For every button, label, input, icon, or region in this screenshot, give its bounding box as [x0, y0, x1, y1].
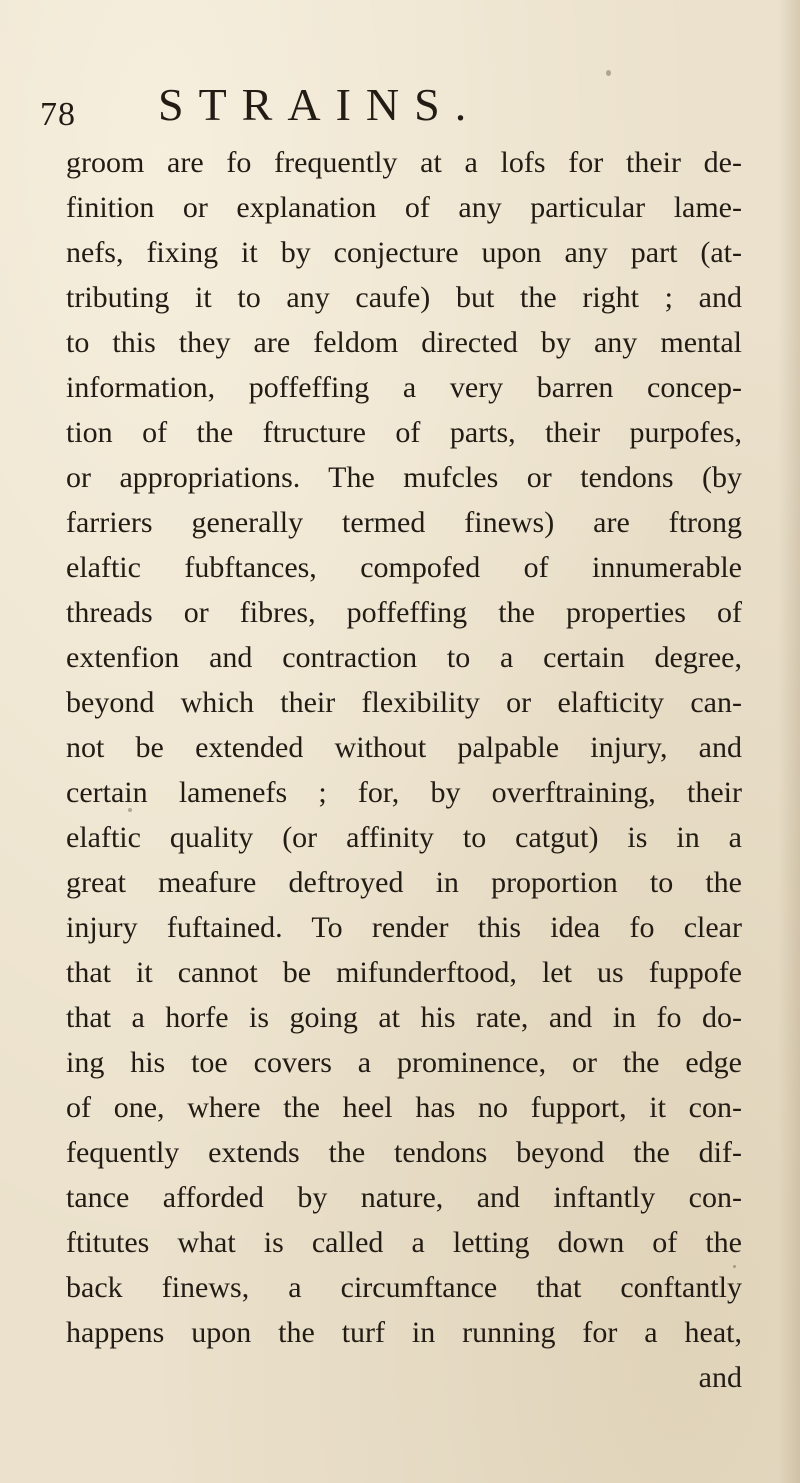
text-line: happens upon the turf in running for a heat, — [66, 1316, 742, 1349]
text-line: finition or explanation of any particular lame- — [66, 191, 742, 224]
text-line: information, poffeffing a very barren concep- — [66, 371, 742, 404]
paper-speck — [733, 1265, 736, 1268]
text-line: farriers generally termed finews) are ftrong — [66, 506, 742, 539]
page-header — [40, 78, 740, 138]
body-paragraph — [66, 140, 742, 1400]
page-number: 78 — [40, 96, 76, 133]
text-line: tion of the ftructure of parts, their purpofes, — [66, 416, 742, 449]
text-line: certain lamenefs ; for, by overftraining, their — [66, 776, 742, 809]
text-line: ftitutes what is called a letting down of the — [66, 1226, 742, 1259]
text-line: to this they are feldom directed by any mental — [66, 326, 742, 359]
text-line: threads or fibres, poffeffing the properties of — [66, 596, 742, 629]
paper-speck — [606, 70, 611, 76]
text-line: injury fuftained. To render this idea fo clear — [66, 911, 742, 944]
catchword: and — [698, 1361, 742, 1394]
text-line: not be extended without palpable injury, and — [66, 731, 742, 764]
text-line: fequently extends the tendons beyond the dif- — [66, 1136, 742, 1169]
text-line: nefs, fixing it by conjecture upon any part (at- — [66, 236, 742, 269]
running-head: STRAINS. — [158, 79, 482, 130]
text-line: elaftic quality (or affinity to catgut) is in a — [66, 821, 742, 854]
paper-speck — [128, 808, 132, 812]
text-line: ing his toe covers a prominence, or the edge — [66, 1046, 742, 1079]
text-line: groom are fo frequently at a lofs for their de- — [66, 146, 742, 179]
text-line: or appropriations. The mufcles or tendons (by — [66, 461, 742, 494]
text-line: elaftic fubftances, compofed of innumerable — [66, 551, 742, 584]
text-line: that a horfe is going at his rate, and in fo do- — [66, 1001, 742, 1034]
text-line: back finews, a circumftance that conftantly — [66, 1271, 742, 1304]
text-line: tributing it to any caufe) but the right ; and — [66, 281, 742, 314]
text-line: great meafure deftroyed in proportion to the — [66, 866, 742, 899]
text-line: tance afforded by nature, and inftantly con- — [66, 1181, 742, 1214]
text-line: that it cannot be mifunderftood, let us fuppofe — [66, 956, 742, 989]
page-edge-shadow — [778, 0, 800, 1483]
text-line: extenfion and contraction to a certain degree, — [66, 641, 742, 674]
text-line: of one, where the heel has no fupport, it con- — [66, 1091, 742, 1124]
text-line: beyond which their flexibility or elafticity can- — [66, 686, 742, 719]
